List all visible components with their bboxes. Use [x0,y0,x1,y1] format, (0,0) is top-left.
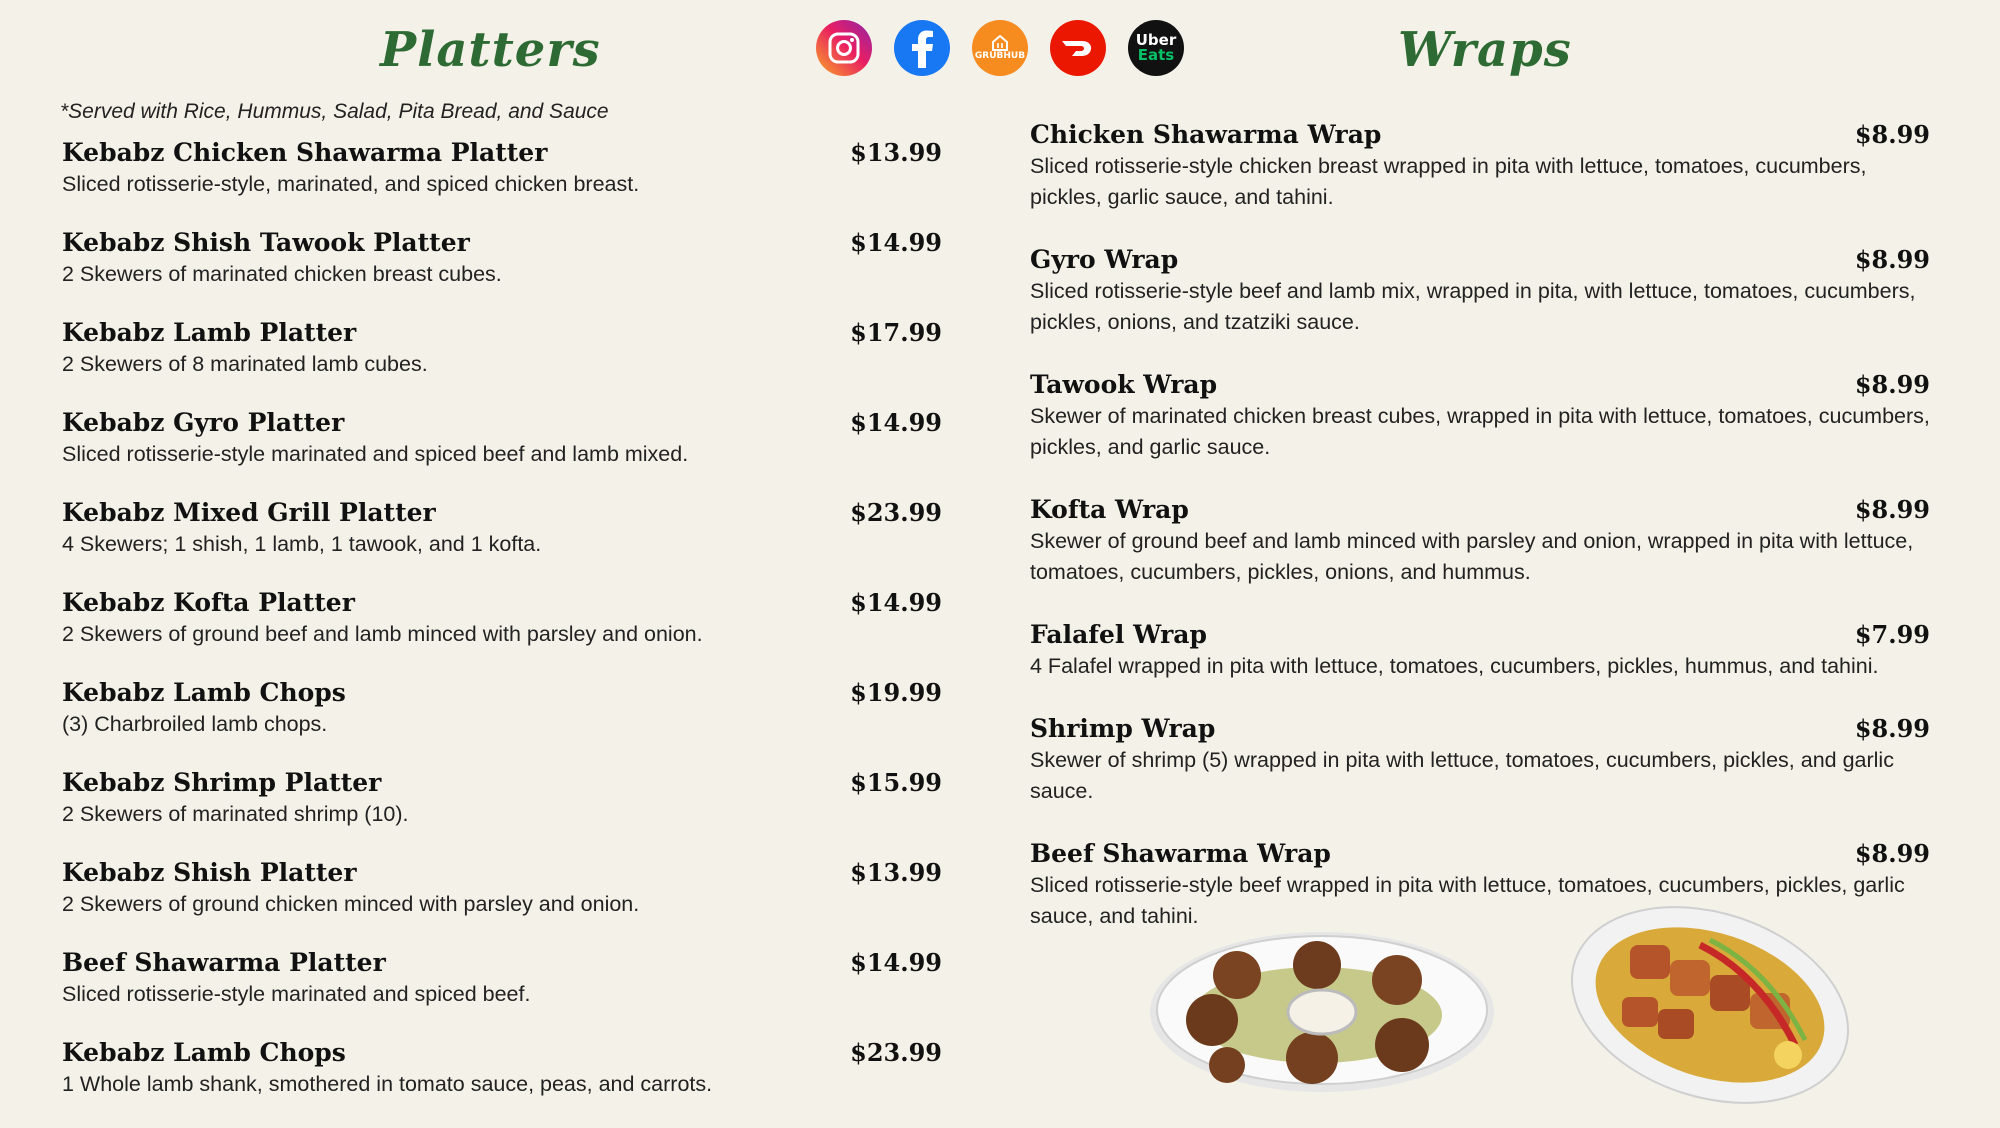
menu-item-price: $23.99 [850,1038,942,1067]
menu-item-price: $8.99 [1854,495,1930,524]
menu-item-description: 1 Whole lamb shank, smothered in tomato sauce, peas, and carrots. [62,1072,713,1096]
menu-item [62,498,942,588]
menu-item-description: 4 Falafel wrapped in pita with lettuce, tomatoes, cucumbers, pickles, hummus, and tahini. [1030,654,1879,678]
menu-item [62,948,942,1038]
menu-item-description: Sliced rotisserie-style beef wrapped in pita with lettuce, tomatoes, cucumbers, pickles, garlic sauce, and tahini. [1030,873,1905,928]
menu-item-header [62,678,942,707]
menu-item [1030,620,1930,682]
menu-item-header [1030,370,1930,399]
menu-item [62,228,942,318]
menu-item-name: Kebabz Mixed Grill Platter [62,498,436,527]
menu-item [1030,495,1930,588]
menu-item [62,138,942,228]
menu-item-description: (3) Charbroiled lamb chops. [62,712,328,736]
menu-item-name: Kebabz Kofta Platter [62,588,355,617]
menu-item-description: Sliced rotisserie-style marinated and spiced beef. [62,982,531,1006]
menu-item-header [1030,495,1930,524]
menu-item-name: Chicken Shawarma Wrap [1030,120,1382,149]
instagram-icon[interactable] [816,20,872,76]
menu-item-name: Kebabz Shish Tawook Platter [62,228,470,257]
menu-item-header [1030,245,1930,274]
menu-item-description: Sliced rotisserie-style chicken breast wrapped in pita with lettuce, tomatoes, cucumbers, pickles, garlic sauce, and tahini. [1030,154,1867,209]
menu-item-header [62,498,942,527]
menu-item-price: $17.99 [850,318,942,347]
menu-item-price: $8.99 [1854,245,1930,274]
menu-item-name: Beef Shawarma Platter [62,948,386,977]
doordash-icon[interactable] [1050,20,1106,76]
menu-item-description: Sliced rotisserie-style beef and lamb mix, wrapped in pita, with lettuce, tomatoes, cucumbers, pickles, onions, and tzatziki sauce. [1030,279,1916,334]
menu-item [1030,370,1930,463]
menu-item-name: Kebabz Lamb Chops [62,1038,346,1067]
menu-item-description: Skewer of ground beef and lamb minced with parsley and onion, wrapped in pita with lettuce, tomatoes, cucumbers, pickles, onions, and hummus. [1030,529,1914,584]
menu-item-price: $8.99 [1854,839,1930,868]
menu-item-header [1030,120,1930,149]
menu-item [62,768,942,858]
menu-item-header [62,1038,942,1067]
menu-item-description: 2 Skewers of marinated chicken breast cubes. [62,262,502,286]
menu-item-header [1030,839,1930,868]
grubhub-label: GRUBHUB [974,51,1026,61]
menu-item [62,318,942,408]
menu-item-header [62,228,942,257]
menu-item-price: $7.99 [1854,620,1930,649]
menu-item-description: 2 Skewers of 8 marinated lamb cubes. [62,352,428,376]
menu-item-name: Kebabz Shrimp Platter [62,768,382,797]
platters-note: *Served with Rice, Hummus, Salad, Pita Bread, and Sauce [60,100,609,123]
menu-item-description: 2 Skewers of marinated shrimp (10). [62,802,409,826]
wraps-title: Wraps [1398,22,1572,78]
menu-item-price: $14.99 [850,408,942,437]
menu-item-description: 2 Skewers of ground chicken minced with parsley and onion. [62,892,640,916]
menu-item-description: Skewer of shrimp (5) wrapped in pita with lettuce, tomatoes, cucumbers, pickles, and garlic sauce. [1030,748,1894,803]
menu-item-header [1030,620,1930,649]
menu-item-header [62,408,942,437]
menu-item-name: Kebabz Chicken Shawarma Platter [62,138,548,167]
platters-title: Platters [380,22,601,78]
falafel-plate-image [1142,920,1502,1100]
menu-item-description: 2 Skewers of ground beef and lamb minced with parsley and onion. [62,622,703,646]
menu-item [62,858,942,948]
menu-item-header [62,138,942,167]
menu-item-name: Kebabz Gyro Platter [62,408,345,437]
social-icons [816,20,1184,76]
grubhub-icon[interactable] [972,20,1028,76]
menu-item-price: $8.99 [1854,714,1930,743]
menu-item-header [62,858,942,887]
menu-item [1030,714,1930,807]
ubereats-line1: Uber [1135,31,1177,49]
menu-item-description: Sliced rotisserie-style, marinated, and spiced chicken breast. [62,172,640,196]
ubereats-icon[interactable] [1128,20,1184,76]
menu-item-header [62,768,942,797]
ubereats-line2: Eats [1137,46,1175,64]
menu-item [1030,245,1930,338]
menu-item-header [62,948,942,977]
menu-item-header [62,588,942,617]
menu-item-description: 4 Skewers; 1 shish, 1 lamb, 1 tawook, and 1 kofta. [62,532,542,556]
menu-item-price: $13.99 [850,858,942,887]
menu-item [62,588,942,678]
menu-item-name: Beef Shawarma Wrap [1030,839,1331,868]
menu-item-header [1030,714,1930,743]
menu-item-name: Kofta Wrap [1030,495,1189,524]
menu-item [1030,120,1930,213]
facebook-icon[interactable] [894,20,950,76]
wraps-list [1030,120,1930,964]
menu-item-name: Falafel Wrap [1030,620,1207,649]
menu-item-description: Sliced rotisserie-style marinated and spiced beef and lamb mixed. [62,442,689,466]
menu-item-price: $15.99 [850,768,942,797]
menu-item-price: $14.99 [850,588,942,617]
kebab-plate-image [1560,905,1860,1105]
menu-item [62,408,942,498]
menu-item-name: Shrimp Wrap [1030,714,1216,743]
menu-item-price: $14.99 [850,948,942,977]
menu-item-name: Tawook Wrap [1030,370,1218,399]
platters-list [62,138,942,1128]
menu-item-name: Kebabz Lamb Platter [62,318,357,347]
menu-item [62,678,942,768]
menu-item-price: $14.99 [850,228,942,257]
menu-item-name: Gyro Wrap [1030,245,1179,274]
menu-item-description: Skewer of marinated chicken breast cubes, wrapped in pita with lettuce, tomatoes, cucumbers, pickles, and garlic sauce. [1030,404,1930,459]
menu-item-price: $23.99 [850,498,942,527]
menu-item-name: Kebabz Shish Platter [62,858,357,887]
menu-item-price: $19.99 [850,678,942,707]
menu-item [62,1038,942,1128]
menu-item-price: $8.99 [1854,120,1930,149]
menu-item-header [62,318,942,347]
menu-item-price: $8.99 [1854,370,1930,399]
menu-item-price: $13.99 [850,138,942,167]
menu-item-name: Kebabz Lamb Chops [62,678,346,707]
